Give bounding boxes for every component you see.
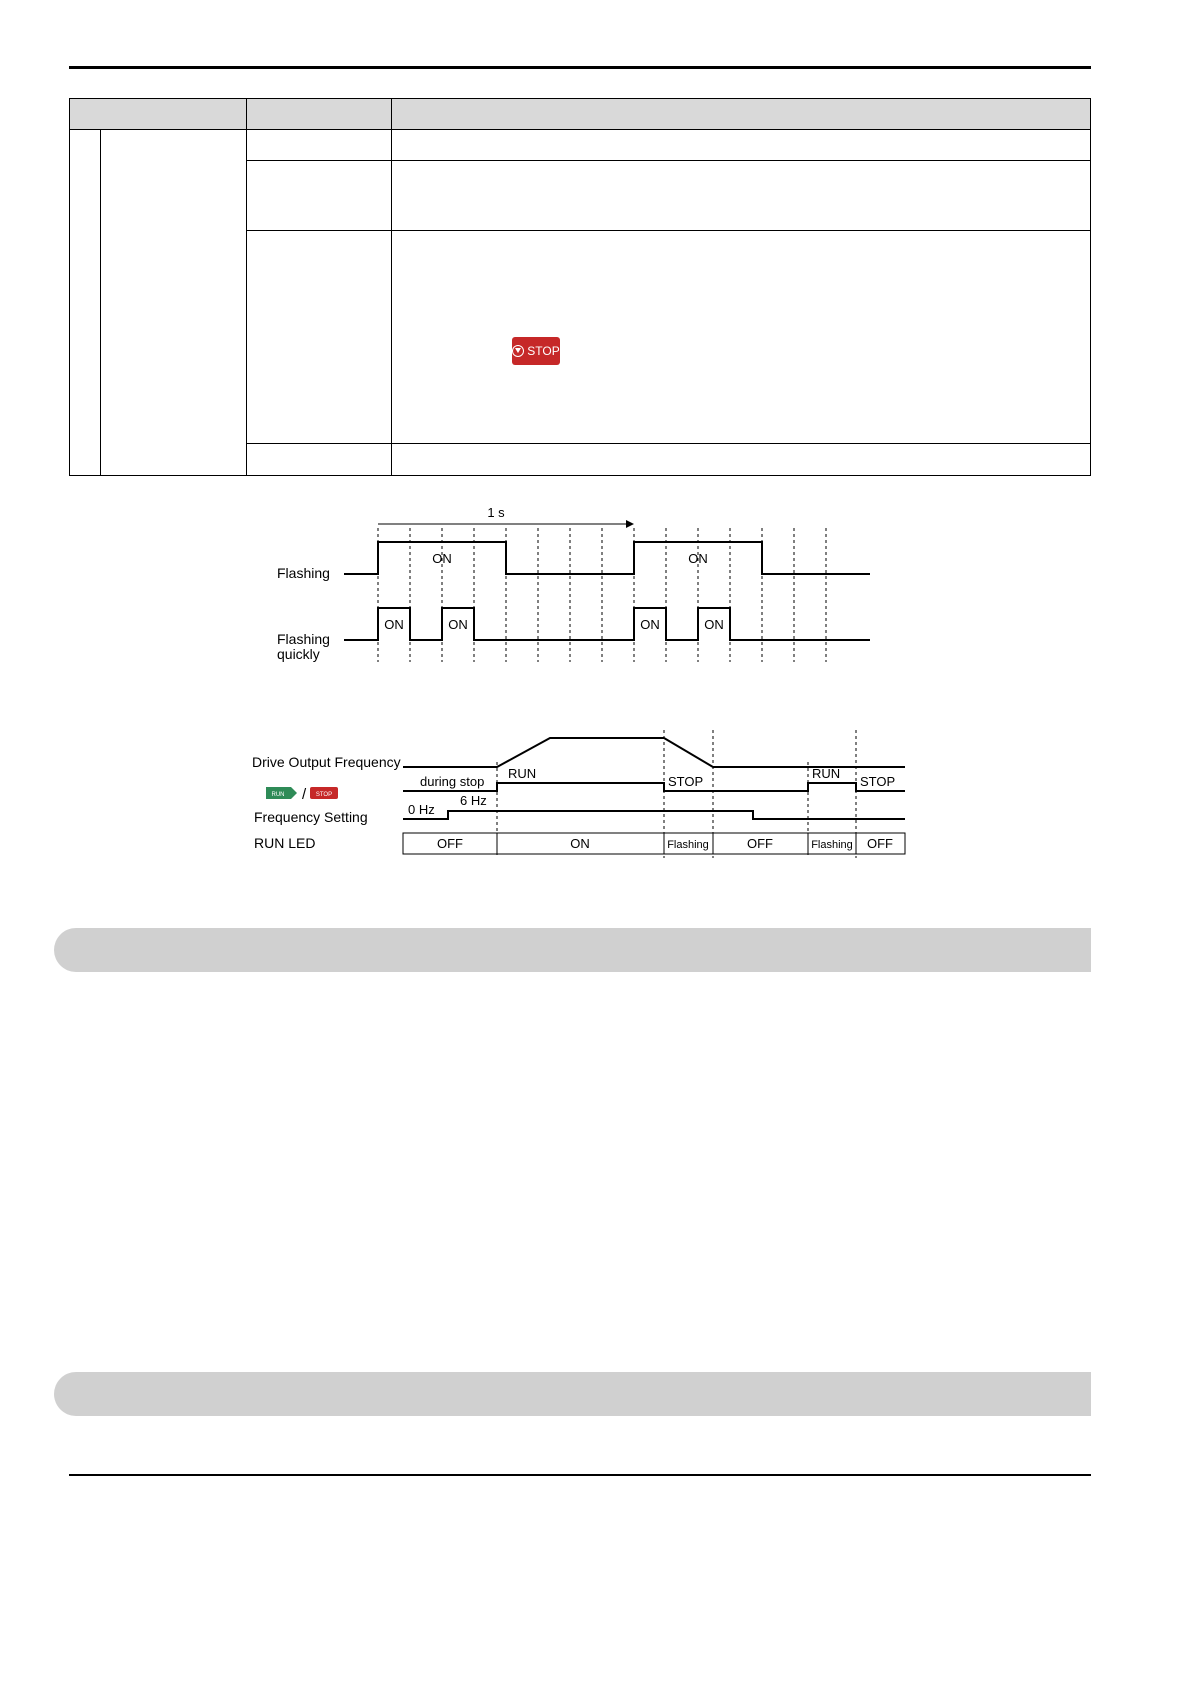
table-row-state-2 xyxy=(246,160,392,231)
table-row-state-3 xyxy=(246,230,392,444)
led-state-2: ON xyxy=(570,836,590,851)
svg-text:STOP: STOP xyxy=(315,792,333,798)
stop-circle-icon xyxy=(512,345,524,357)
run-key-icon xyxy=(266,787,297,799)
section-heading-band-2 xyxy=(54,1372,1091,1416)
table-row-desc-3 xyxy=(391,230,1091,444)
table-row-desc-1 xyxy=(391,129,1091,161)
stop-key-label: STOP xyxy=(527,344,560,358)
led-state-6: OFF xyxy=(867,836,893,851)
stop-annotation-1: STOP xyxy=(668,774,704,789)
quick-on-label-4: ON xyxy=(704,617,724,632)
table-name-cell xyxy=(100,129,247,476)
bottom-rule xyxy=(69,1474,1091,1476)
six-hz-label: 6 Hz xyxy=(460,793,487,808)
led-state-5: Flashing xyxy=(811,839,853,851)
flashing-timing-diagram xyxy=(270,500,890,670)
frequency-setting-waveform xyxy=(403,811,905,819)
flashing-on-label-2: ON xyxy=(688,551,708,566)
flashing-quickly-waveform xyxy=(344,608,870,640)
quick-on-label-1: ON xyxy=(384,617,404,632)
table-header-col2 xyxy=(246,98,392,130)
output-frequency-waveform xyxy=(403,738,905,767)
quick-on-label-3: ON xyxy=(640,617,660,632)
frequency-setting-label: Frequency Setting xyxy=(254,809,368,825)
flashing-quickly-label-line1: Flashing xyxy=(277,631,330,647)
top-rule xyxy=(69,66,1091,69)
run-annotation-1: RUN xyxy=(508,766,537,781)
led-status-table xyxy=(69,98,1091,476)
table-header-col3 xyxy=(391,98,1091,130)
led-state-3: Flashing xyxy=(667,839,709,851)
stop-key-small-icon xyxy=(310,787,338,799)
run-annotation-2: RUN xyxy=(812,766,841,781)
table-index-cell xyxy=(69,129,101,476)
period-label: 1 s xyxy=(487,505,505,520)
table-row-state-1 xyxy=(246,129,392,161)
led-state-1: OFF xyxy=(437,836,463,851)
output-frequency-label: Drive Output Frequency xyxy=(252,754,401,770)
table-row-desc-2 xyxy=(391,160,1091,231)
quick-on-label-2: ON xyxy=(448,617,468,632)
during-stop-label: during stop xyxy=(420,774,485,789)
flashing-quickly-label-line2: quickly xyxy=(277,646,320,662)
flashing-waveform xyxy=(344,542,870,574)
key-separator: / xyxy=(302,786,307,803)
table-row-state-4 xyxy=(246,443,392,476)
svg-text:RUN: RUN xyxy=(271,792,285,798)
run-led-label: RUN LED xyxy=(254,835,316,851)
period-arrow-head xyxy=(626,520,634,528)
zero-hz-label: 0 Hz xyxy=(408,802,435,817)
run-led-diagram xyxy=(248,726,918,866)
table-row-desc-4 xyxy=(391,443,1091,476)
stop-key-icon xyxy=(512,337,560,365)
timing-grid xyxy=(378,528,826,662)
led-state-4: OFF xyxy=(747,836,773,851)
stop-annotation-2: STOP xyxy=(860,774,896,789)
section-heading-band-1 xyxy=(54,928,1091,972)
flashing-label: Flashing xyxy=(277,565,330,581)
table-header-col1 xyxy=(69,98,247,130)
flashing-on-label-1: ON xyxy=(432,551,452,566)
